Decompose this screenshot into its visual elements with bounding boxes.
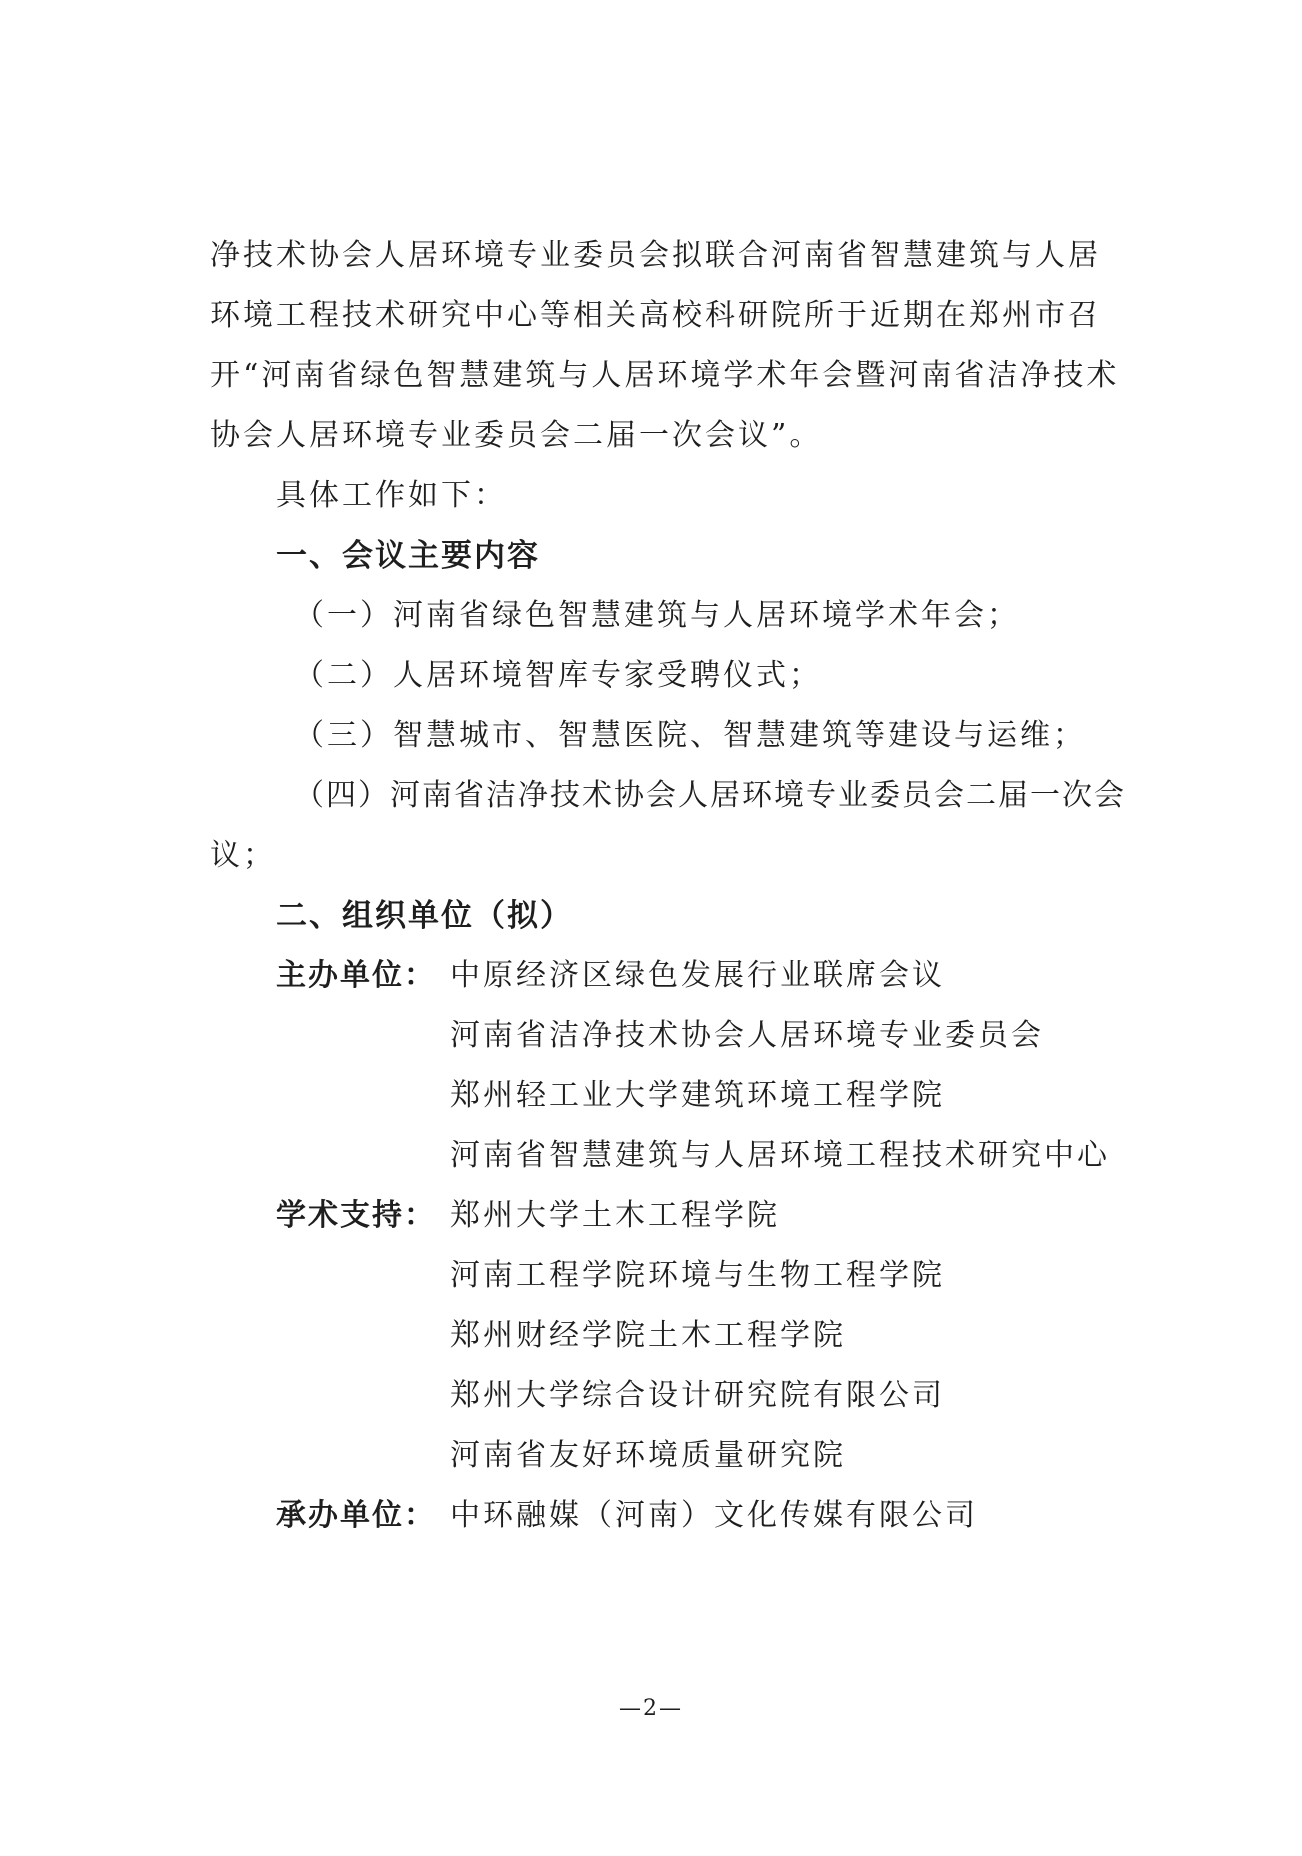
- organizer-name-1: 中环融媒（河南）文化传媒有限公司: [450, 1498, 978, 1533]
- academic-name-3: 郑州财经学院土木工程学院: [450, 1318, 846, 1353]
- academic-label: 学术支持：: [276, 1198, 436, 1233]
- body-line-3: 开“河南省绿色智慧建筑与人居环境学术年会暨河南省洁净技术: [210, 358, 1120, 393]
- academic-name-2: 河南工程学院环境与生物工程学院: [450, 1258, 945, 1293]
- section1-item-3: （三）智慧城市、智慧医院、智慧建筑等建设与运维；: [294, 718, 1086, 753]
- section1-item-4-continued: 议；: [210, 838, 276, 873]
- body-line-2: 环境工程技术研究中心等相关高校科研院所于近期在郑州市召: [210, 298, 1101, 333]
- section1-item-4: （四）河南省洁净技术协会人居环境专业委员会二届一次会: [294, 778, 1126, 813]
- host-name-3: 郑州轻工业大学建筑环境工程学院: [450, 1078, 945, 1113]
- section1-item-2: （二）人居环境智库专家受聘仪式；: [294, 658, 822, 693]
- section1-item-1: （一）河南省绿色智慧建筑与人居环境学术年会；: [294, 598, 1020, 633]
- section1-heading: 一、会议主要内容: [276, 538, 540, 574]
- page-number: —2—: [619, 1696, 683, 1721]
- academic-name-4: 郑州大学综合设计研究院有限公司: [450, 1378, 945, 1413]
- section2-heading: 二、组织单位（拟）: [276, 898, 573, 934]
- intro-line: 具体工作如下：: [276, 478, 507, 513]
- body-line-4: 协会人居环境专业委员会二届一次会议”。: [210, 418, 823, 453]
- organizer-label: 承办单位：: [276, 1498, 436, 1533]
- academic-name-5: 河南省友好环境质量研究院: [450, 1438, 846, 1473]
- host-label: 主办单位：: [276, 958, 436, 993]
- host-name-1: 中原经济区绿色发展行业联席会议: [450, 958, 945, 993]
- host-name-4: 河南省智慧建筑与人居环境工程技术研究中心: [450, 1138, 1110, 1173]
- academic-name-1: 郑州大学土木工程学院: [450, 1198, 780, 1233]
- host-name-2: 河南省洁净技术协会人居环境专业委员会: [450, 1018, 1044, 1053]
- body-line-1: 净技术协会人居环境专业委员会拟联合河南省智慧建筑与人居: [210, 238, 1101, 273]
